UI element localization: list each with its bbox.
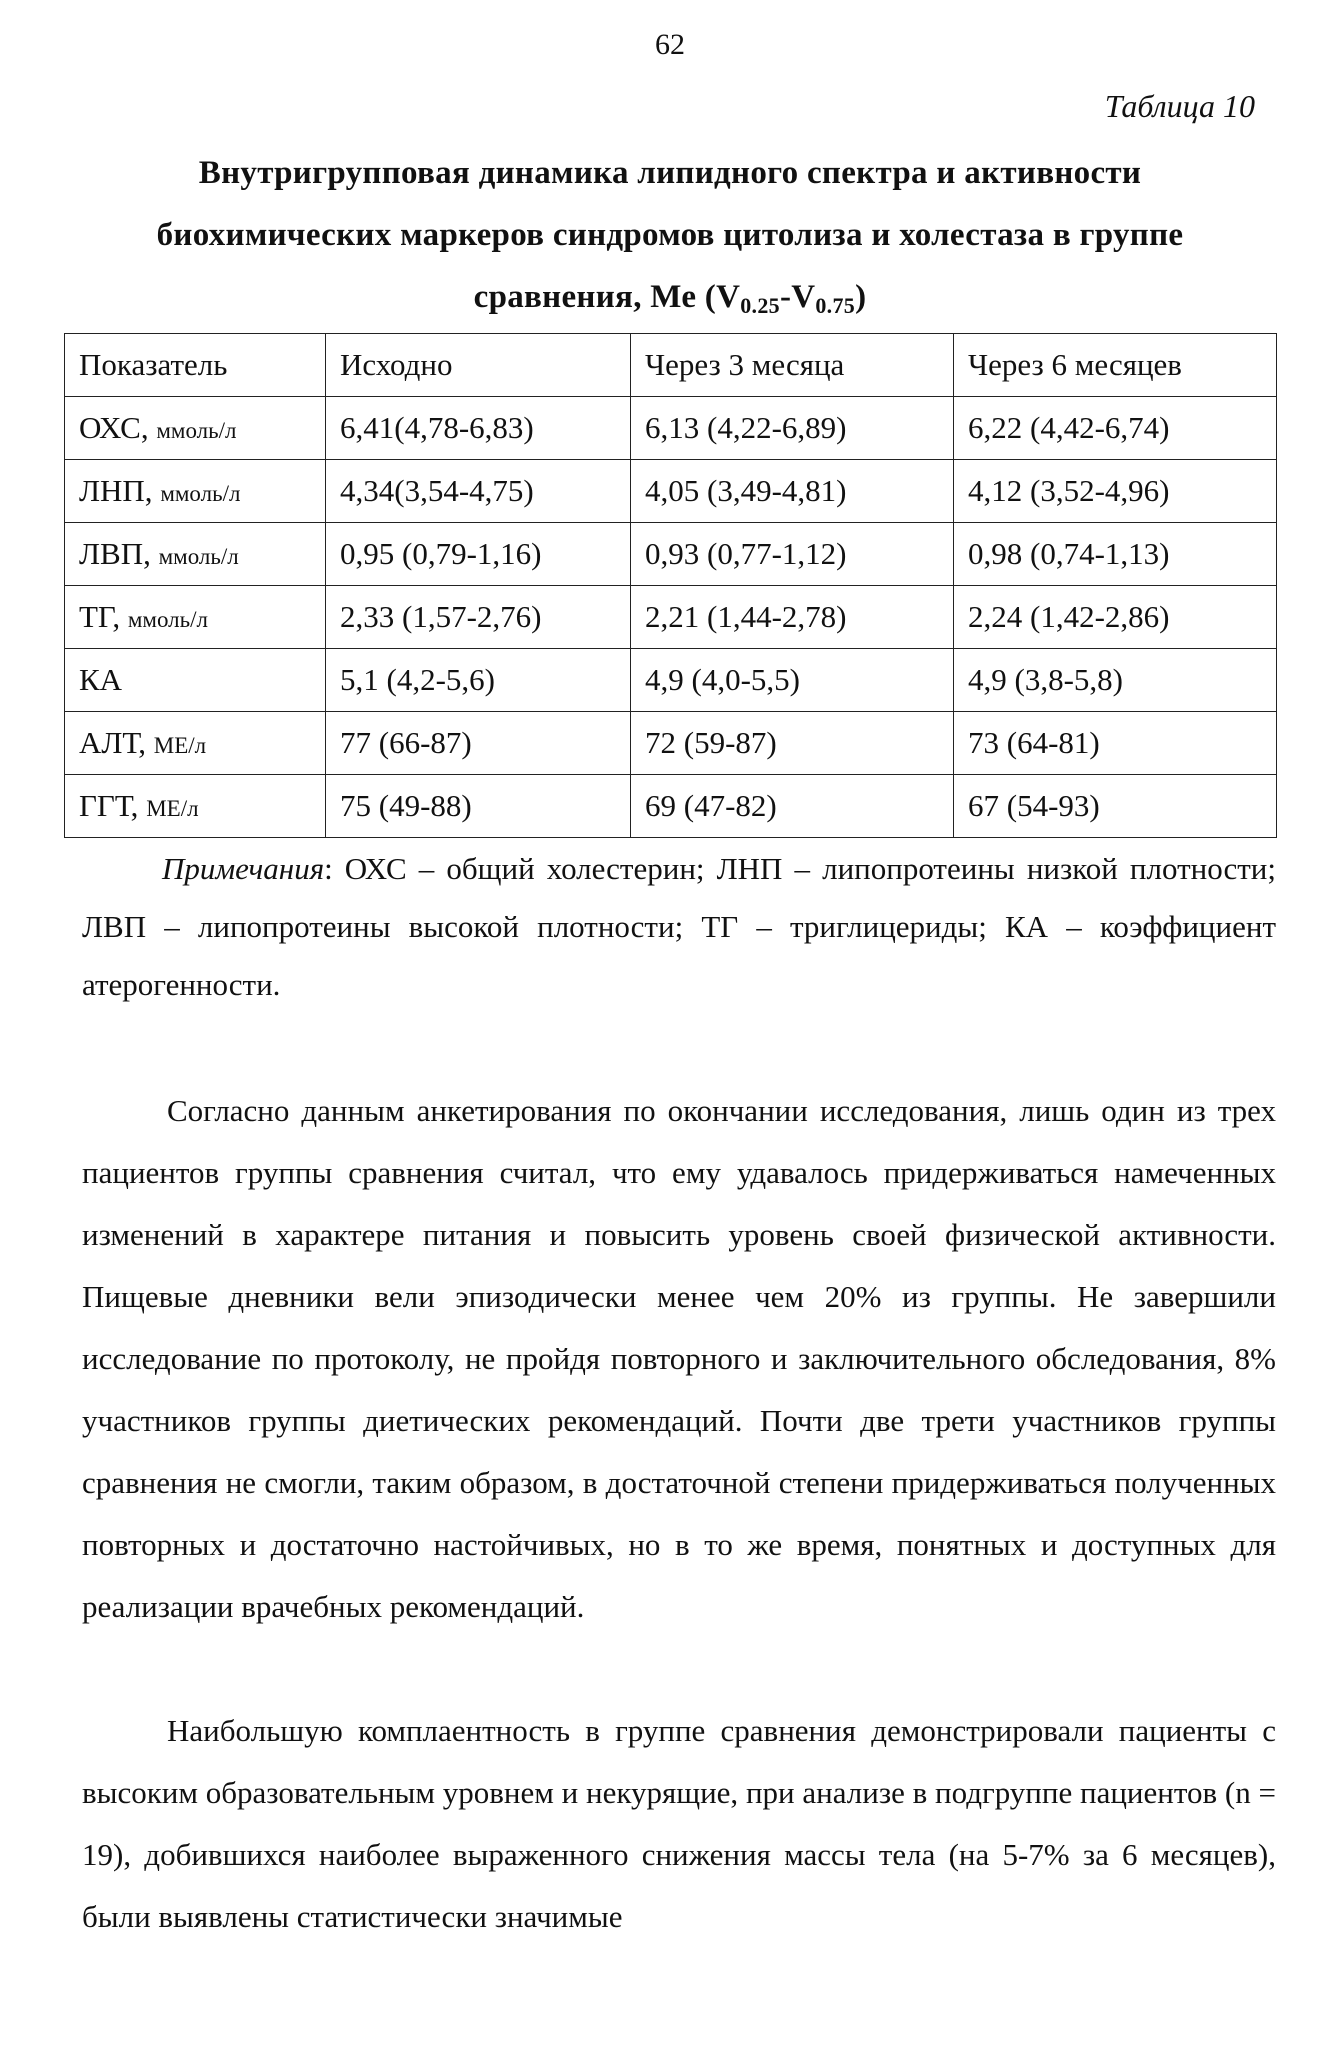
indicator-cell: [65, 712, 326, 775]
header-cell: Через 3 месяца: [631, 334, 954, 397]
indicator-name: ТГ,: [79, 599, 121, 634]
title-subscript-lower: 0.25: [740, 293, 780, 318]
value-cell: 6,13 (4,22-6,89): [631, 397, 954, 460]
indicator-unit: МЕ/л: [146, 796, 199, 821]
value-cell: 2,33 (1,57-2,76): [326, 586, 631, 649]
page-number: 62: [655, 28, 685, 61]
table-row: [65, 460, 1277, 523]
value-cell: 0,98 (0,74-1,13): [954, 523, 1277, 586]
body-paragraph-2: Наибольшую комплаентность в группе сравнения демонстрировали пациенты с высоким образовательным уровнем и некурящие, при анализе в подгруппе пациентов (n = 19), добившихся наиболее выраженного снижения массы тела (на 5-7% за 6 месяцев), были выявлены статистически значимые: [82, 1713, 1276, 1934]
table-row: [65, 397, 1277, 460]
value-cell: 4,05 (3,49-4,81): [631, 460, 954, 523]
indicator-unit: ммоль/л: [156, 418, 237, 443]
title-prefix: сравнения, Ме (V: [473, 279, 741, 315]
table-title: [100, 142, 1240, 337]
value-cell: 0,93 (0,77-1,12): [631, 523, 954, 586]
table-label: Таблица 10: [1104, 88, 1255, 124]
indicator-name: ОХС,: [79, 410, 149, 445]
title-dash: -V: [779, 279, 816, 315]
table-notes: [82, 840, 1276, 1014]
value-cell: 75 (49-88): [326, 775, 631, 838]
value-cell: 72 (59-87): [631, 712, 954, 775]
table-title-line-3: [100, 266, 1240, 337]
header-cell: Показатель: [65, 334, 326, 397]
value-cell: 0,95 (0,79-1,16): [326, 523, 631, 586]
title-close: ): [855, 279, 867, 315]
indicator-unit: ммоль/л: [160, 481, 241, 506]
value-cell: 4,9 (3,8-5,8): [954, 649, 1277, 712]
table-row: [65, 523, 1277, 586]
indicator-name: КА: [79, 662, 123, 697]
indicator-unit: МЕ/л: [153, 733, 207, 758]
indicator-cell: [65, 460, 326, 523]
indicator-unit: ммоль/л: [127, 607, 209, 632]
indicator-cell: [65, 586, 326, 649]
table-row: [65, 586, 1277, 649]
table-row: [65, 649, 1277, 712]
indicator-cell: [65, 775, 326, 838]
value-cell: 6,41(4,78-6,83): [326, 397, 631, 460]
notes-label: Примечания: [162, 851, 325, 886]
indicator-cell: [65, 649, 326, 712]
body-paragraph-1: Согласно данным анкетирования по окончании исследования, лишь один из трех пациентов группы сравнения считал, что ему удавалось придерживаться намеченных изменений в характере питания и повысить уровень своей физической активности. Пищевые дневники вели эпизодически менее чем 20% из группы. Не завершили исследование по протоколу, не пройдя повторного и заключительного обследования, 8% участников группы диетических рекомендаций. Почти две трети участников группы сравнения не смогли, таким образом, в достаточной степени придерживаться полученных повторных и достаточно настойчивых, но в то же время, понятных и доступных для реализации врачебных рекомендаций.: [82, 1093, 1276, 1624]
indicator-name: ЛНП,: [79, 473, 153, 508]
title-subscript-upper: 0.75: [815, 293, 856, 318]
lipid-table: [64, 333, 1277, 838]
value-cell: 69 (47-82): [631, 775, 954, 838]
value-cell: 2,24 (1,42-2,86): [954, 586, 1277, 649]
value-cell: 67 (54-93): [954, 775, 1277, 838]
indicator-cell: [65, 523, 326, 586]
value-cell: 4,34(3,54-4,75): [326, 460, 631, 523]
indicator-name: АЛТ,: [79, 725, 146, 760]
header-cell: Исходно: [326, 334, 631, 397]
value-cell: 77 (66-87): [326, 712, 631, 775]
notes-text: : ОХС – общий холестерин; ЛНП – липопротеины низкой плотности; ЛВП – липопротеины высокой плотности; ТГ – триглицериды; КА – коэффициент атерогенности.: [82, 851, 1276, 1002]
table-row: [65, 712, 1277, 775]
table-row: [65, 775, 1277, 838]
value-cell: 6,22 (4,42-6,74): [954, 397, 1277, 460]
value-cell: 4,9 (4,0-5,5): [631, 649, 954, 712]
header-cell: Через 6 месяцев: [954, 334, 1277, 397]
indicator-unit: ммоль/л: [158, 544, 239, 569]
value-cell: 5,1 (4,2-5,6): [326, 649, 631, 712]
table-title-line-2: биохимических маркеров синдромов цитолиза и холестаза в группе: [156, 217, 1184, 253]
value-cell: 73 (64-81): [954, 712, 1277, 775]
table-title-line-1: Внутригрупповая динамика липидного спектра и активности: [198, 155, 1142, 191]
table-header-row: [65, 334, 1277, 397]
indicator-name: ГГТ,: [79, 788, 139, 823]
value-cell: 4,12 (3,52-4,96): [954, 460, 1277, 523]
indicator-cell: [65, 397, 326, 460]
indicator-name: ЛВП,: [79, 536, 151, 571]
value-cell: 2,21 (1,44-2,78): [631, 586, 954, 649]
